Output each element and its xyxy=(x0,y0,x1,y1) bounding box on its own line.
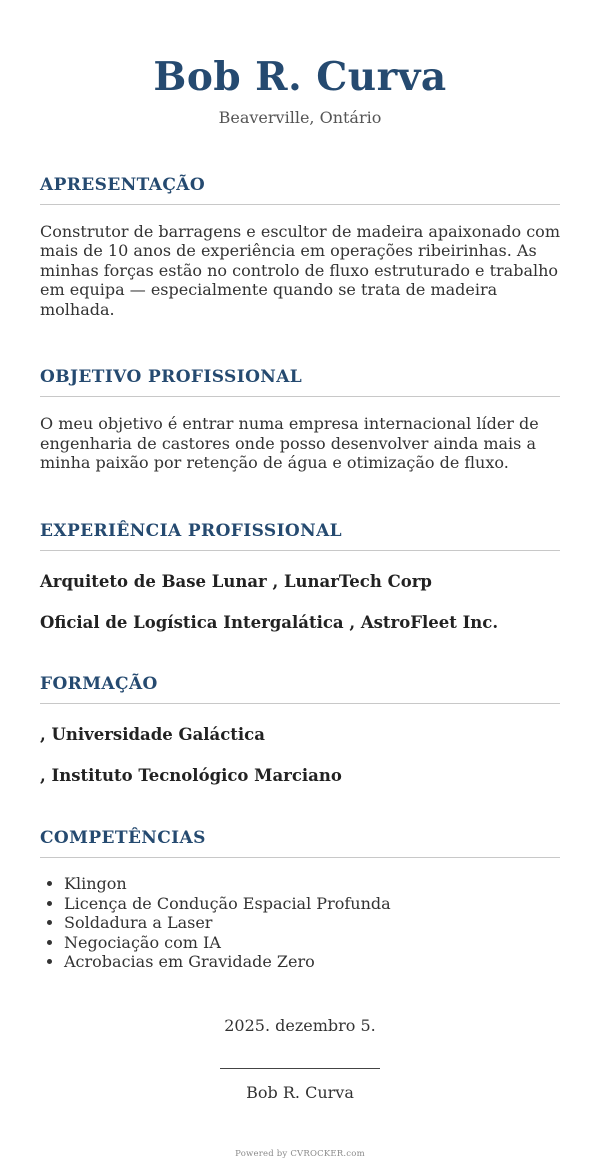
skill-item: • Negociação com IA xyxy=(64,933,560,953)
section-heading-experiencia: EXPERIÊNCIA PROFISSIONAL xyxy=(40,521,560,551)
section-heading-objetivo: OBJETIVO PROFISSIONAL xyxy=(40,367,560,397)
experience-entry: Arquiteto de Base Lunar , LunarTech Corp xyxy=(40,571,432,591)
skill-item: • Soldadura a Laser xyxy=(64,913,560,933)
education-entry: , Instituto Tecnológico Marciano xyxy=(40,766,342,786)
signature-line xyxy=(220,1068,380,1069)
section-apresentacao xyxy=(40,175,560,320)
signature-block xyxy=(40,1016,560,1102)
page-title: Bob R. Curva xyxy=(153,54,447,100)
powered-by-footer: Powered by CVROCKER.com xyxy=(235,1149,365,1159)
skill-list xyxy=(40,874,560,972)
skill-item: • Licença de Condução Espacial Profunda xyxy=(64,894,560,914)
skill-item: • Klingon xyxy=(64,874,560,894)
location-subtitle: Beaverville, Ontário xyxy=(218,107,382,127)
section-competencias xyxy=(40,828,560,972)
section-heading-formacao: FORMAÇÃO xyxy=(40,674,560,704)
skill-item: • Acrobacias em Gravidade Zero xyxy=(64,952,560,972)
section-experiencia xyxy=(40,521,560,633)
education-entry: , Universidade Galáctica xyxy=(40,725,265,745)
section-formacao xyxy=(40,674,560,786)
apresentacao-paragraph: Construtor de barragens e escultor de madeira apaixonado com mais de 10 anos de experiência em operações ribeirinhas. As minhas forças estão no controlo de fluxo estruturado e trabalho em equipa — especialmente quando se trata de madeira molhada. xyxy=(40,221,560,319)
objetivo-paragraph: O meu objetivo é entrar numa empresa internacional líder de engenharia de castores onde posso desenvolver ainda mais a minha paixão por retenção de água e otimização de fluxo. xyxy=(40,414,539,473)
signature-date: 2025. dezembro 5. xyxy=(224,1015,376,1035)
section-heading-apresentacao: APRESENTAÇÃO xyxy=(40,175,560,205)
section-objetivo xyxy=(40,367,560,473)
section-heading-competencias: COMPETÊNCIAS xyxy=(40,828,560,858)
signature-name: Bob R. Curva xyxy=(246,1082,354,1102)
experience-entry: Oficial de Logística Intergalática , AstroFleet Inc. xyxy=(40,612,499,632)
